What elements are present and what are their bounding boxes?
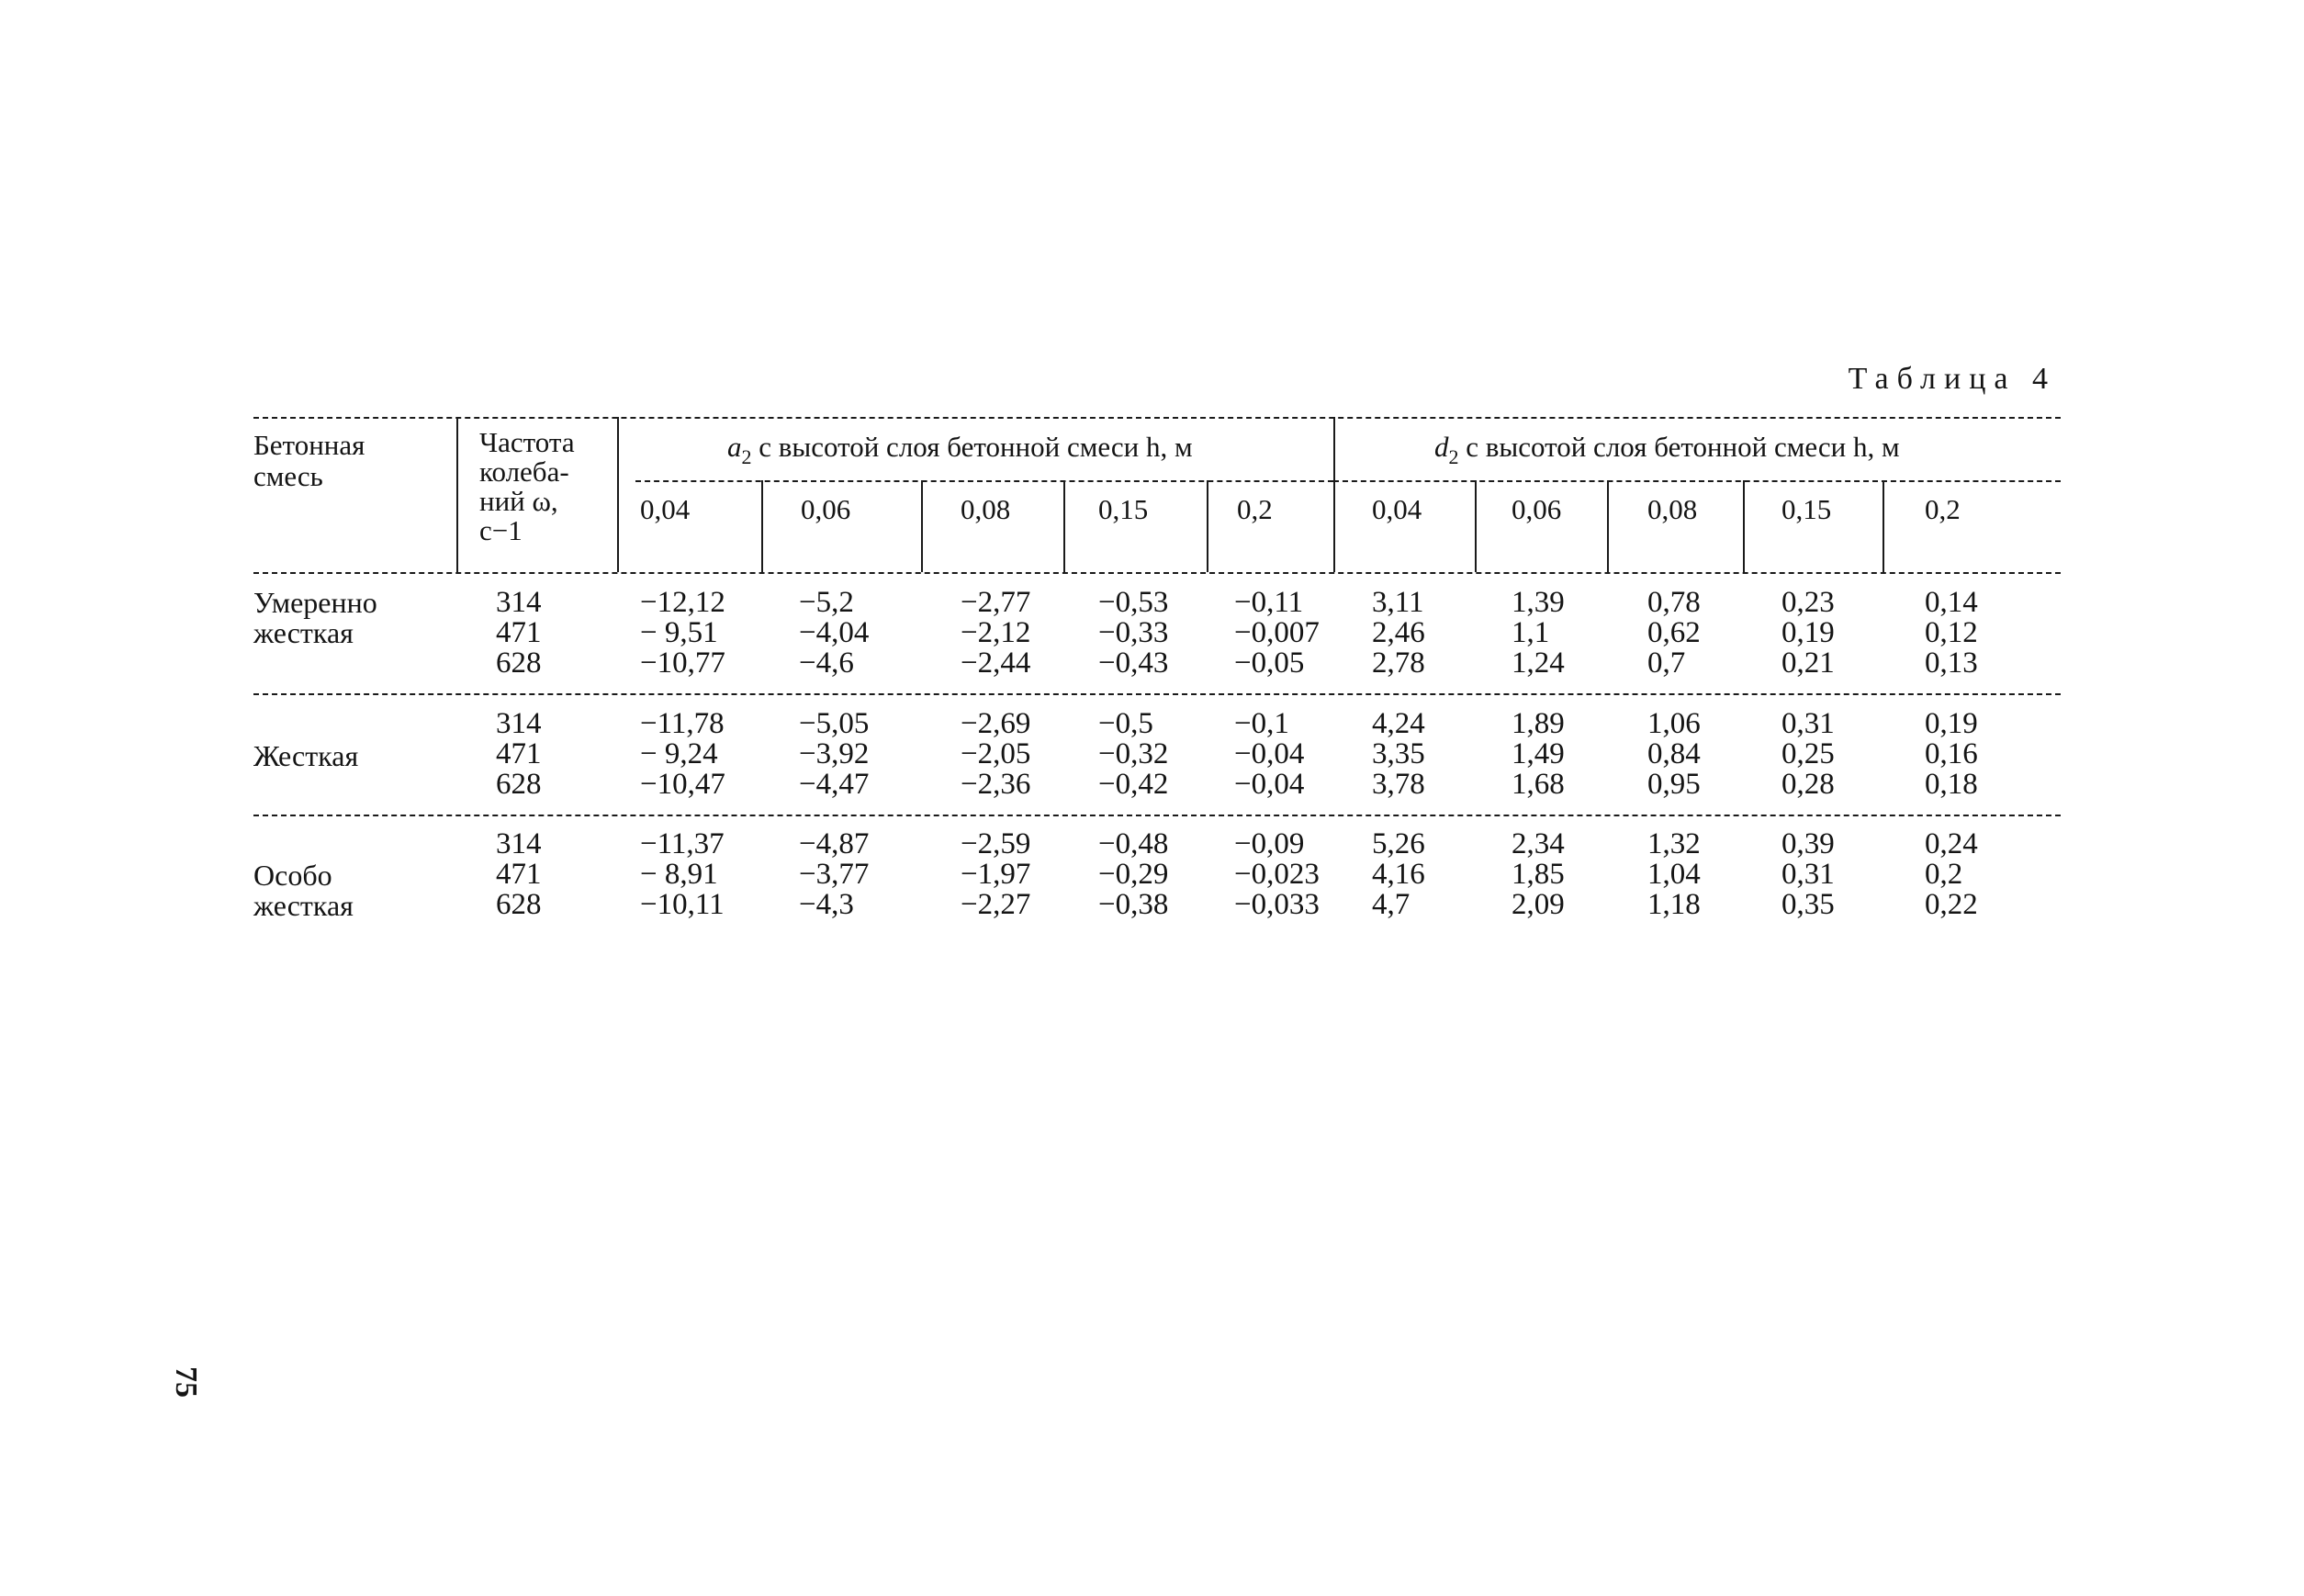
a2-value-cell: −2,36 bbox=[961, 768, 1031, 801]
a2-value-cell: − 8,91 bbox=[640, 858, 718, 891]
group-separator-1 bbox=[253, 693, 2061, 695]
d2-value-cell: 3,78 bbox=[1372, 768, 1425, 801]
a2-symbol: a bbox=[727, 431, 742, 463]
group-name-line: Умеренно bbox=[253, 586, 377, 619]
d2-subscript: 2 bbox=[1448, 445, 1459, 468]
frequency-cell: 314 bbox=[496, 586, 542, 619]
group-name-line: жесткая bbox=[253, 889, 354, 922]
d2-value-cell: 2,78 bbox=[1372, 646, 1425, 680]
a2-value-cell: −2,59 bbox=[961, 827, 1031, 860]
header-frequency-line3: ний ω, bbox=[479, 485, 558, 517]
d2-title: с высотой слоя бетонной смеси h, м bbox=[1466, 431, 1900, 463]
a2-value-cell: −4,3 bbox=[799, 888, 854, 921]
header-frequency bbox=[479, 428, 575, 545]
d2-value-cell: 0,84 bbox=[1647, 737, 1701, 770]
col-rule-a2-d2 bbox=[1333, 417, 1335, 572]
a2-height-5: 0,2 bbox=[1237, 493, 1273, 525]
a2-value-cell: −11,78 bbox=[640, 707, 725, 740]
d2-value-cell: 0,19 bbox=[1925, 707, 1978, 740]
a2-value-cell: −2,05 bbox=[961, 737, 1031, 770]
header-d2-group bbox=[1434, 432, 1900, 473]
a2-value-cell: −0,04 bbox=[1234, 768, 1305, 801]
a2-value-cell: −0,1 bbox=[1234, 707, 1289, 740]
d2-value-cell: 1,32 bbox=[1647, 827, 1701, 860]
a2-subscript: 2 bbox=[741, 445, 752, 468]
group-name-extra-rigid bbox=[253, 860, 354, 921]
a2-value-cell: −0,32 bbox=[1098, 737, 1169, 770]
a2-value-cell: −0,05 bbox=[1234, 646, 1305, 680]
a2-value-cell: −0,43 bbox=[1098, 646, 1169, 680]
d2-value-cell: 0,12 bbox=[1925, 616, 1978, 649]
col-rule-a2-h1 bbox=[761, 480, 763, 572]
header-bottom-rule bbox=[253, 572, 2061, 574]
col-rule-d2-h2 bbox=[1607, 480, 1609, 572]
d2-height-1: 0,04 bbox=[1372, 493, 1422, 525]
d2-value-cell: 1,1 bbox=[1512, 616, 1550, 649]
col-rule-a2-h3 bbox=[1063, 480, 1065, 572]
d2-value-cell: 2,34 bbox=[1512, 827, 1565, 860]
d2-value-cell: 1,89 bbox=[1512, 707, 1565, 740]
a2-value-cell: −0,33 bbox=[1098, 616, 1169, 649]
col-rule-d2-h3 bbox=[1743, 480, 1745, 572]
a2-value-cell: − 9,24 bbox=[640, 737, 718, 770]
a2-value-cell: −2,69 bbox=[961, 707, 1031, 740]
col-rule-freq bbox=[617, 417, 619, 572]
d2-value-cell: 0,24 bbox=[1925, 827, 1978, 860]
a2-value-cell: −0,38 bbox=[1098, 888, 1169, 921]
col-rule-d2-h4 bbox=[1883, 480, 1884, 572]
d2-value-cell: 1,24 bbox=[1512, 646, 1565, 680]
a2-value-cell: −5,05 bbox=[799, 707, 870, 740]
a2-value-cell: −0,04 bbox=[1234, 737, 1305, 770]
a2-value-cell: −3,92 bbox=[799, 737, 870, 770]
a2-height-3: 0,08 bbox=[961, 493, 1011, 525]
d2-value-cell: 0,39 bbox=[1781, 827, 1835, 860]
a2-value-cell: −2,12 bbox=[961, 616, 1031, 649]
table-caption: Таблица 4 bbox=[1848, 362, 2056, 396]
d2-value-cell: 0,28 bbox=[1781, 768, 1835, 801]
a2-value-cell: −2,44 bbox=[961, 646, 1031, 680]
a2-value-cell: −2,77 bbox=[961, 586, 1031, 619]
a2-height-1: 0,04 bbox=[640, 493, 691, 525]
a2-value-cell: −1,97 bbox=[961, 858, 1031, 891]
a2-value-cell: −3,77 bbox=[799, 858, 870, 891]
a2-value-cell: −10,11 bbox=[640, 888, 725, 921]
d2-value-cell: 0,35 bbox=[1781, 888, 1835, 921]
d2-value-cell: 0,2 bbox=[1925, 858, 1963, 891]
d2-value-cell: 4,24 bbox=[1372, 707, 1425, 740]
d2-height-3: 0,08 bbox=[1647, 493, 1698, 525]
a2-height-2: 0,06 bbox=[801, 493, 851, 525]
a2-value-cell: −4,47 bbox=[799, 768, 870, 801]
a2-value-cell: −2,27 bbox=[961, 888, 1031, 921]
a2-value-cell: −10,47 bbox=[640, 768, 725, 801]
d2-value-cell: 1,49 bbox=[1512, 737, 1565, 770]
col-rule-d2-h1 bbox=[1475, 480, 1477, 572]
a2-value-cell: −4,6 bbox=[799, 646, 854, 680]
group-name-line: жесткая bbox=[253, 616, 354, 649]
d2-value-cell: 1,06 bbox=[1647, 707, 1701, 740]
header-mix: Бетонная смесь bbox=[253, 429, 365, 492]
d2-value-cell: 3,35 bbox=[1372, 737, 1425, 770]
frequency-cell: 628 bbox=[496, 768, 542, 801]
d2-value-cell: 0,7 bbox=[1647, 646, 1686, 680]
d2-value-cell: 0,23 bbox=[1781, 586, 1835, 619]
d2-value-cell: 0,19 bbox=[1781, 616, 1835, 649]
d2-value-cell: 2,46 bbox=[1372, 616, 1425, 649]
a2-value-cell: −0,5 bbox=[1098, 707, 1153, 740]
d2-value-cell: 0,31 bbox=[1781, 858, 1835, 891]
frequency-cell: 628 bbox=[496, 646, 542, 680]
a2-value-cell: −0,023 bbox=[1234, 858, 1320, 891]
col-rule-a2-h2 bbox=[921, 480, 923, 572]
a2-value-cell: −5,2 bbox=[799, 586, 854, 619]
a2-value-cell: −12,12 bbox=[640, 586, 725, 619]
a2-value-cell: −0,09 bbox=[1234, 827, 1305, 860]
d2-value-cell: 0,13 bbox=[1925, 646, 1978, 680]
d2-value-cell: 0,18 bbox=[1925, 768, 1978, 801]
d2-value-cell: 0,22 bbox=[1925, 888, 1978, 921]
frequency-cell: 471 bbox=[496, 858, 542, 891]
a2-value-cell: −0,007 bbox=[1234, 616, 1320, 649]
a2-value-cell: −0,29 bbox=[1098, 858, 1169, 891]
d2-value-cell: 0,78 bbox=[1647, 586, 1701, 619]
d2-symbol: d bbox=[1434, 431, 1449, 463]
a2-value-cell: − 9,51 bbox=[640, 616, 718, 649]
a2-value-cell: −0,033 bbox=[1234, 888, 1320, 921]
frequency-cell: 314 bbox=[496, 827, 542, 860]
frequency-cell: 471 bbox=[496, 737, 542, 770]
d2-value-cell: 1,04 bbox=[1647, 858, 1701, 891]
a2-value-cell: −10,77 bbox=[640, 646, 725, 680]
d2-value-cell: 1,39 bbox=[1512, 586, 1565, 619]
a2-value-cell: −0,48 bbox=[1098, 827, 1169, 860]
subheader-rule-a2 bbox=[635, 480, 1333, 482]
d2-value-cell: 0,25 bbox=[1781, 737, 1835, 770]
table-top-rule bbox=[253, 417, 2061, 419]
group-name-line: Жесткая bbox=[253, 739, 359, 772]
d2-value-cell: 0,62 bbox=[1647, 616, 1701, 649]
frequency-cell: 314 bbox=[496, 707, 542, 740]
a2-value-cell: −11,37 bbox=[640, 827, 725, 860]
a2-value-cell: −0,11 bbox=[1234, 586, 1304, 619]
subheader-rule-d2 bbox=[1333, 480, 2061, 482]
a2-value-cell: −0,53 bbox=[1098, 586, 1169, 619]
frequency-cell: 471 bbox=[496, 616, 542, 649]
header-frequency-line2: колеба- bbox=[479, 455, 569, 488]
d2-value-cell: 0,14 bbox=[1925, 586, 1978, 619]
a2-value-cell: −4,04 bbox=[799, 616, 870, 649]
d2-value-cell: 5,26 bbox=[1372, 827, 1425, 860]
d2-height-4: 0,15 bbox=[1781, 493, 1832, 525]
a2-title: с высотой слоя бетонной смеси h, м bbox=[759, 431, 1193, 463]
d2-height-2: 0,06 bbox=[1512, 493, 1562, 525]
a2-value-cell: −0,42 bbox=[1098, 768, 1169, 801]
frequency-cell: 628 bbox=[496, 888, 542, 921]
header-frequency-line4: с−1 bbox=[479, 514, 523, 546]
col-rule-mix bbox=[456, 417, 458, 572]
d2-value-cell: 0,21 bbox=[1781, 646, 1835, 680]
group-name-line: Особо bbox=[253, 859, 332, 892]
page-number: 75 bbox=[169, 1366, 203, 1398]
group-separator-2 bbox=[253, 815, 2061, 816]
d2-value-cell: 4,16 bbox=[1372, 858, 1425, 891]
d2-value-cell: 0,31 bbox=[1781, 707, 1835, 740]
header-frequency-line1: Частота bbox=[479, 426, 575, 458]
d2-value-cell: 4,7 bbox=[1372, 888, 1410, 921]
d2-value-cell: 2,09 bbox=[1512, 888, 1565, 921]
a2-height-4: 0,15 bbox=[1098, 493, 1149, 525]
group-name-rigid bbox=[253, 740, 358, 771]
d2-value-cell: 1,68 bbox=[1512, 768, 1565, 801]
d2-value-cell: 3,11 bbox=[1372, 586, 1424, 619]
header-a2-group bbox=[727, 432, 1193, 473]
d2-value-cell: 1,18 bbox=[1647, 888, 1701, 921]
d2-height-5: 0,2 bbox=[1925, 493, 1961, 525]
d2-value-cell: 1,85 bbox=[1512, 858, 1565, 891]
a2-value-cell: −4,87 bbox=[799, 827, 870, 860]
group-name-moderate bbox=[253, 588, 377, 648]
col-rule-a2-h4 bbox=[1207, 480, 1208, 572]
d2-value-cell: 0,95 bbox=[1647, 768, 1701, 801]
d2-value-cell: 0,16 bbox=[1925, 737, 1978, 770]
